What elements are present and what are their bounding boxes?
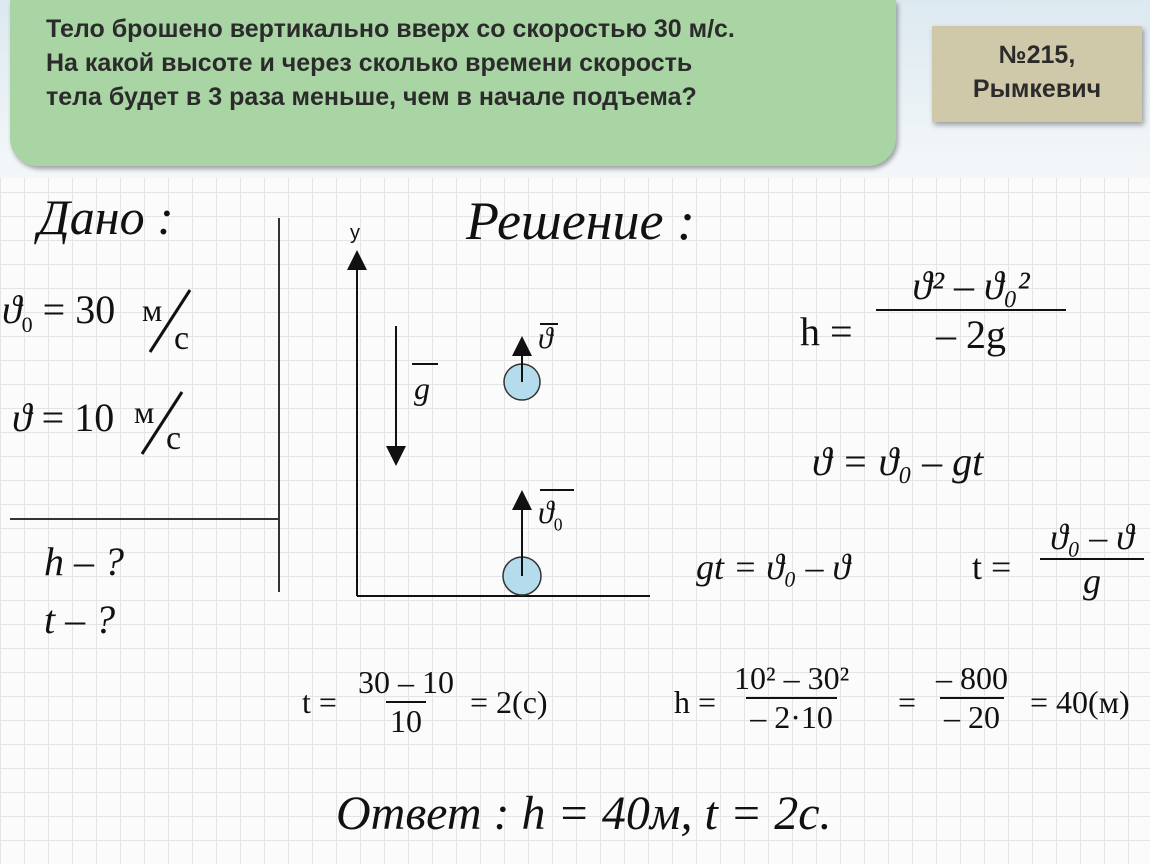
v-label: ϑ	[538, 322, 553, 355]
t-calc-lhs: t =	[302, 684, 337, 720]
h-formula-lhs: h =	[800, 309, 853, 354]
answer: Ответ : h = 40м, t = 2с.	[336, 787, 832, 840]
g-label: g	[414, 370, 430, 406]
y-axis-label: y	[350, 222, 360, 244]
problem-text	[46, 12, 896, 114]
unit-slash-1	[140, 286, 200, 356]
reference-box	[932, 26, 1142, 122]
given-heading: Дано :	[38, 189, 174, 245]
t-calc-fraction: $\frac{30 - 10}{10}$	[358, 664, 454, 739]
problem-box	[10, 0, 896, 166]
unit-s-1: с	[174, 320, 190, 357]
motion-diagram	[330, 220, 670, 610]
t-calc-result: = 2(с)	[470, 684, 548, 720]
problem-line: тела будет в 3 раза меньше, чем в начале подъема?	[46, 83, 697, 111]
h-calc-fraction-1: $\frac{\text{10² – 30²}}{- 2\cdot 10}$	[734, 660, 850, 735]
t-formula-fraction: $\frac{\text{ϑ₀ – ϑ}}{g}$	[1040, 516, 1144, 602]
h-formula-fraction: $\frac{\text{ϑ² – ϑ₀²}}{- 2g}$	[876, 262, 1066, 358]
unit-slash-2	[132, 388, 192, 458]
given-v: ϑ = 10	[12, 395, 115, 440]
h-calc-eq: =	[898, 684, 917, 720]
find-h: h – ?	[44, 539, 124, 584]
v0-label: $ϑ_0$	[538, 494, 563, 535]
given-divider	[10, 518, 280, 520]
given-vertical-divider	[278, 218, 280, 592]
unit-s-2: с	[166, 420, 182, 457]
problem-line: Тело брошено вертикально вверх со скоростью 30 м/с.	[46, 15, 735, 43]
v-formula: ϑ = ϑ₀ – gt	[812, 439, 984, 484]
h-calc-result: = 40(м)	[1030, 684, 1130, 720]
reference-author: Рымкевич	[972, 75, 1102, 103]
unit-m-2: м	[134, 394, 155, 430]
gt-formula: gt = ϑ₀ – ϑ	[696, 547, 851, 587]
t-formula-lhs: t =	[972, 547, 1012, 587]
h-calc-fraction-2: $\frac{- 800}{- 20}$	[936, 660, 1008, 735]
unit-m-1: м	[142, 292, 163, 328]
given-v0: $ϑ_0 = 30$	[2, 287, 116, 337]
h-calc-lhs: h =	[674, 684, 717, 720]
reference-number: №215,	[998, 41, 1076, 69]
find-t: t – ?	[44, 597, 116, 642]
problem-line: На какой высоте и через сколько времени скорость	[46, 49, 693, 77]
solution-heading: Решение :	[466, 191, 695, 251]
